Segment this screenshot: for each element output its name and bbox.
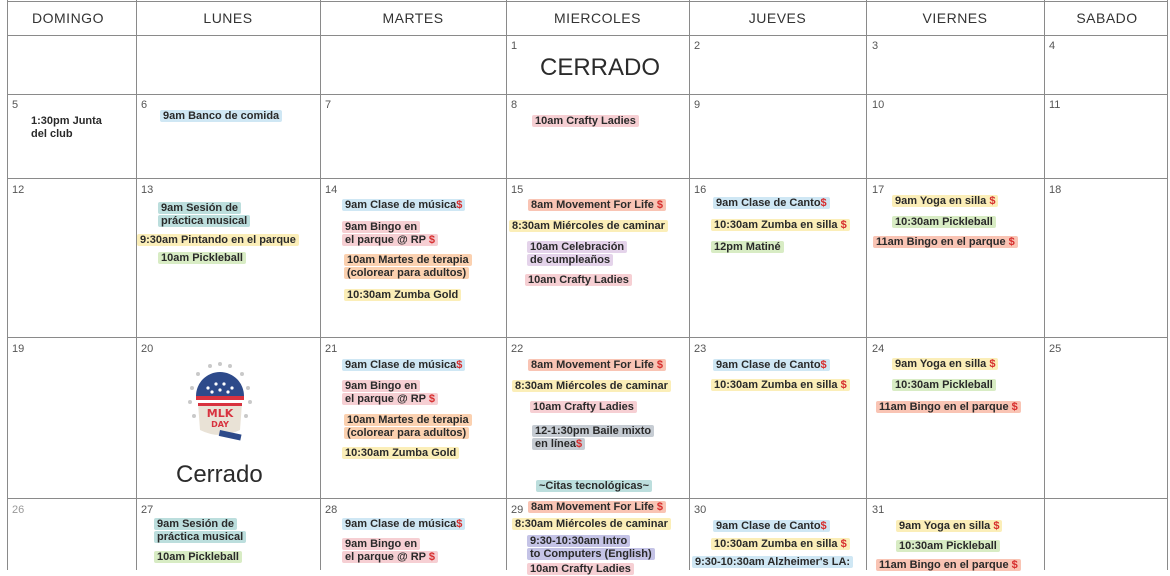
date-6: 6 — [141, 99, 148, 111]
event-pickleball: 10am Pickleball — [158, 252, 246, 265]
grid-line — [689, 0, 690, 570]
price-icon: $ — [656, 501, 664, 513]
price-icon: $ — [1011, 559, 1018, 571]
price-icon: $ — [993, 520, 1000, 532]
event-miercoles-caminar: 8:30am Miércoles de caminar — [509, 220, 668, 233]
price-icon: $ — [820, 197, 827, 209]
price-icon: $ — [840, 219, 847, 231]
event-label: 9am Clase de Canto — [716, 520, 821, 532]
event-label: 9am Yoga en silla — [899, 520, 994, 532]
grid-line — [866, 0, 867, 570]
event-label: 9am Clase de Canto — [716, 359, 821, 371]
event-miercoles-caminar: 8:30am Miércoles de caminar — [512, 518, 671, 531]
date-31: 31 — [872, 504, 885, 516]
date-4: 4 — [1049, 40, 1056, 52]
event-crafty-ladies: 10am Crafty Ladies — [530, 401, 637, 414]
event-label: 12-1:30pm Baile mixto en línea — [535, 425, 652, 450]
event-crafty-ladies: 10am Crafty Ladies — [527, 563, 634, 576]
header-sabado: SABADO — [1076, 9, 1138, 26]
event-pickleball: 10am Pickleball — [154, 551, 242, 564]
event-miercoles-caminar: 8:30am Miércoles de caminar — [512, 380, 671, 393]
event-pickleball: 10:30am Pickleball — [892, 379, 996, 392]
event-zumba-silla — [711, 538, 850, 551]
event-sesion-musical: 9am Sesión de práctica musical — [154, 518, 246, 544]
price-icon: $ — [456, 518, 463, 530]
event-bingo-rp — [342, 221, 438, 247]
event-intro-computers: 9:30-10:30am Intro to Computers (English) — [527, 535, 655, 561]
date-23: 23 — [694, 343, 707, 355]
event-pickleball: 10:30am Pickleball — [892, 216, 996, 229]
event-label: 9am Clase de Canto — [716, 197, 821, 209]
date-3: 3 — [872, 40, 879, 52]
header-lunes: LUNES — [203, 9, 253, 26]
event-label: 9am Clase de música — [345, 199, 457, 211]
event-yoga-silla — [892, 195, 998, 208]
mlk-line2: DAY — [211, 420, 229, 429]
event-label: 9am Clase de música — [345, 518, 457, 530]
date-7: 7 — [325, 99, 332, 111]
date-28: 28 — [325, 504, 338, 516]
event-banco-de-comida: 9am Banco de comida — [160, 110, 282, 123]
date-16: 16 — [694, 184, 707, 196]
event-zumba-gold: 10:30am Zumba Gold — [344, 289, 461, 302]
date-14: 14 — [325, 184, 338, 196]
price-icon: $ — [989, 358, 996, 370]
mlk-closed-label: Cerrado — [176, 461, 263, 488]
event-pickleball: 10:30am Pickleball — [896, 540, 1000, 553]
date-10: 10 — [872, 99, 885, 111]
event-martes-terapia: 10am Martes de terapia (colorear para adultos) — [344, 414, 472, 440]
event-clase-musica — [342, 199, 465, 212]
price-icon: $ — [575, 438, 583, 450]
event-label: 9am Bingo en el parque @ RP — [345, 380, 426, 405]
grid-line — [506, 0, 507, 570]
event-bingo-rp — [342, 380, 438, 406]
mlk-day-icon — [184, 360, 256, 442]
event-zumba-silla — [711, 379, 850, 392]
event-label: 9am Yoga en silla — [895, 358, 990, 370]
date-2: 2 — [694, 40, 701, 52]
event-crafty-ladies: 10am Crafty Ladies — [532, 115, 639, 128]
price-icon: $ — [428, 393, 436, 405]
date-24: 24 — [872, 343, 885, 355]
price-icon: $ — [820, 520, 827, 532]
date-9: 9 — [694, 99, 701, 111]
header-domingo: DOMINGO — [32, 9, 104, 26]
price-icon: $ — [1011, 401, 1018, 413]
event-label: 8am Movement For Life — [531, 501, 657, 513]
event-label: 8am Movement For Life — [531, 359, 657, 371]
event-label: 10:30am Zumba en silla — [714, 379, 841, 391]
price-icon: $ — [456, 199, 463, 211]
event-zumba-silla — [711, 219, 850, 232]
event-label: 10:30am Zumba en silla — [714, 538, 841, 550]
header-jueves: JUEVES — [748, 9, 807, 26]
price-icon: $ — [428, 234, 436, 246]
grid-line — [7, 337, 1168, 338]
event-sesion-musical: 9am Sesión de práctica musical — [158, 202, 250, 228]
event-yoga-silla — [896, 520, 1002, 533]
date-29: 29 — [511, 504, 524, 516]
price-icon: $ — [840, 538, 847, 550]
date-21: 21 — [325, 343, 338, 355]
mlk-line1: MLK — [206, 407, 234, 420]
event-clase-canto — [713, 197, 830, 210]
price-icon: $ — [820, 359, 827, 371]
event-label: 9am Bingo en el parque @ RP — [345, 221, 426, 246]
date-20: 20 — [141, 343, 154, 355]
grid-line — [7, 35, 1168, 36]
price-icon: $ — [840, 379, 847, 391]
date-5: 5 — [12, 99, 19, 111]
header-miercoles: MIERCOLES — [554, 9, 641, 26]
event-label: 11am Bingo en el parque — [879, 401, 1012, 413]
date-1: 1 — [511, 40, 518, 52]
event-zumba-gold: 10:30am Zumba Gold — [342, 447, 459, 460]
date-13: 13 — [141, 184, 154, 196]
date-15: 15 — [511, 184, 524, 196]
event-bingo-parque — [876, 401, 1021, 414]
date-18: 18 — [1049, 184, 1062, 196]
price-icon: $ — [656, 359, 664, 371]
event-label: 9am Clase de música — [345, 359, 457, 371]
grid-line — [1167, 0, 1168, 570]
event-pintando: 9:30am Pintando en el parque — [137, 234, 299, 247]
event-bingo-rp — [342, 538, 438, 564]
event-label: 11am Bingo en el parque — [876, 236, 1009, 248]
date-8: 8 — [511, 99, 518, 111]
event-martes-terapia: 10am Martes de terapia (colorear para adultos) — [344, 254, 472, 280]
date-25: 25 — [1049, 343, 1062, 355]
date-26: 26 — [12, 504, 25, 516]
date-22: 22 — [511, 343, 524, 355]
event-citas-tecnologicas: ~Citas tecnológicas~ — [536, 480, 652, 493]
date-30: 30 — [694, 504, 707, 516]
price-icon: $ — [456, 359, 463, 371]
event-crafty-ladies: 10am Crafty Ladies — [525, 274, 632, 287]
header-martes: MARTES — [382, 9, 444, 26]
price-icon: $ — [989, 195, 996, 207]
event-label: 8am Movement For Life — [531, 199, 657, 211]
grid-line — [320, 0, 321, 570]
price-icon: $ — [1008, 236, 1015, 248]
grid-line — [7, 178, 1168, 179]
price-icon: $ — [656, 199, 664, 211]
grid-line — [7, 0, 8, 570]
grid-line — [7, 498, 1168, 499]
event-clase-musica — [342, 359, 465, 372]
event-matine: 12pm Matiné — [711, 241, 784, 254]
grid-line — [136, 0, 137, 570]
event-cumpleanos: 10am Celebración de cumpleaños — [527, 241, 627, 267]
grid-line — [7, 94, 1168, 95]
event-label: 11am Bingo en el parque — [879, 559, 1012, 571]
date-11: 11 — [1049, 99, 1061, 111]
event-clase-musica — [342, 518, 465, 531]
event-alzheimers: 9:30-10:30am Alzheimer's LA: — [692, 556, 853, 569]
header-viernes: VIERNES — [922, 9, 988, 26]
closed-label: CERRADO — [540, 54, 661, 81]
event-junta-del-club: 1:30pm Junta del club — [31, 115, 102, 140]
event-clase-canto — [713, 520, 830, 533]
event-yoga-silla — [892, 358, 998, 371]
date-17: 17 — [872, 184, 885, 196]
event-movement-for-life — [528, 359, 666, 372]
date-27: 27 — [141, 504, 154, 516]
event-movement-for-life — [528, 199, 666, 212]
grid-line — [7, 1, 1168, 2]
date-12: 12 — [12, 184, 25, 196]
event-label: 10:30am Zumba en silla — [714, 219, 841, 231]
price-icon: $ — [428, 551, 436, 563]
event-baile-mixto — [532, 425, 654, 451]
event-bingo-parque — [876, 559, 1021, 572]
event-bingo-parque — [873, 236, 1018, 249]
grid-line — [1044, 0, 1045, 570]
event-clase-canto — [713, 359, 830, 372]
event-label: 9am Bingo en el parque @ RP — [345, 538, 426, 563]
event-movement-for-life — [528, 501, 666, 514]
date-19: 19 — [12, 343, 25, 355]
event-label: 9am Yoga en silla — [895, 195, 990, 207]
